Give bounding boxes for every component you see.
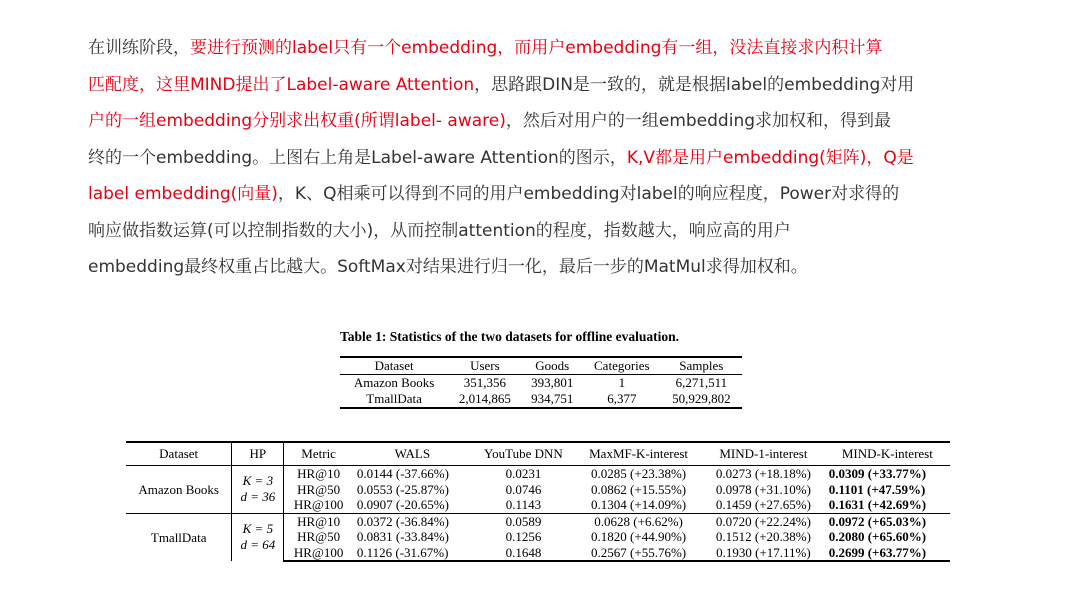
- metric-cell: HR@10: [297, 466, 341, 481]
- table1-caption: Table 1: Statistics of the two datasets for offline evaluation.: [340, 329, 679, 344]
- metric-cell: HR@10: [284, 513, 353, 529]
- youtube-dnn-cell: 0.0231: [505, 466, 542, 481]
- table1-header-cell: Samples: [661, 357, 742, 375]
- wals-cell: 0.0907 (-20.65%): [356, 497, 449, 512]
- table1-cell: 934,751: [522, 391, 583, 408]
- table2-header-cell: Metric: [284, 442, 353, 466]
- table-row: [340, 375, 742, 392]
- table1-header-cell: Dataset: [340, 357, 448, 375]
- youtube-dnn-cell: 0.0589: [472, 513, 575, 529]
- paragraph-text: [88, 30, 1008, 286]
- hp-cell: [232, 466, 284, 514]
- wals-cell: 0.0144 (-37.66%): [356, 466, 449, 481]
- mind-1-cell: 0.0273 (+18.18%): [715, 466, 811, 481]
- hp-k: K = 5: [242, 521, 274, 537]
- table2-header-cell: MaxMF-K-interest: [575, 442, 702, 466]
- table1-cell: Amazon Books: [340, 375, 448, 392]
- table1-cell: TmallData: [340, 391, 448, 408]
- hp-d: d = 36: [240, 489, 276, 505]
- table1-cell: 351,356: [448, 375, 521, 392]
- highlighted-text: label embedding(向量): [88, 184, 278, 204]
- highlighted-text: K,V都是用户embedding(矩阵)，Q是: [626, 147, 914, 168]
- hp-cell: [232, 513, 284, 561]
- metric-cell: HR@50: [297, 481, 341, 497]
- table1-cell: 6,377: [583, 391, 661, 408]
- table1-header-cell: Categories: [583, 357, 661, 375]
- paragraph-line: [88, 140, 1008, 177]
- maxmf-cell: 0.1304 (+14.09%): [591, 497, 687, 512]
- mind-1-cell: 0.1512 (+20.38%): [715, 529, 811, 544]
- table1-cell: 1: [583, 375, 661, 392]
- table1-cell: 50,929,802: [661, 391, 742, 408]
- paragraph-line: [88, 249, 1008, 286]
- table-row: [340, 391, 742, 408]
- body-text: 在训练阶段，: [88, 38, 190, 58]
- mind-1-cell: 0.1459 (+27.65%): [715, 497, 811, 512]
- paragraph-line: [88, 213, 1008, 250]
- table-row: [126, 466, 950, 482]
- mind-1-cell: 0.1930 (+17.11%): [702, 545, 825, 562]
- mind-k-cell: 0.2080 (+65.60%): [828, 529, 927, 544]
- body-text: 终的一个embedding。上图右上角是Label-aware Attention的图示，: [88, 147, 627, 168]
- wals-cell: 0.0372 (-36.84%): [353, 513, 472, 529]
- table2-header-cell: MIND-K-interest: [825, 442, 950, 466]
- table1-header-cell: Goods: [522, 357, 583, 375]
- paragraph-line: [88, 103, 1008, 140]
- mind-k-cell: 0.1631 (+42.69%): [828, 497, 927, 512]
- table2-header-cell: HP: [232, 442, 284, 466]
- hp-k: K = 3: [242, 473, 274, 489]
- table2-header-cell: YouTube DNN: [472, 442, 575, 466]
- mind-1-cell: 0.0720 (+22.24%): [702, 513, 825, 529]
- table1-cell: 393,801: [522, 375, 583, 392]
- table1-cell: 6,271,511: [661, 375, 742, 392]
- dataset-statistics-table: [340, 356, 742, 409]
- highlighted-text: 户的一组embedding分别求出权重(所谓label- aware): [88, 111, 506, 131]
- body-text: ，K、Q相乘可以得到不同的用户embedding对label的响应程度，Power对求得的: [277, 184, 900, 204]
- highlighted-text: 匹配度，这里MIND提出了Label-aware Attention: [88, 74, 475, 95]
- table1-header-row: [340, 357, 742, 375]
- youtube-dnn-cell: 0.0746: [505, 481, 542, 497]
- table-row: [126, 513, 950, 529]
- paragraph-line: [88, 30, 1008, 67]
- hp-d: d = 64: [240, 537, 276, 553]
- body-text: 响应做指数运算(可以控制指数的大小)，从而控制attention的程度，指数越大，响应高的用户: [88, 220, 791, 241]
- mind-k-cell: 0.1101 (+47.59%): [828, 481, 926, 497]
- dataset-cell: Amazon Books: [126, 466, 232, 514]
- body-text: embedding最终权重占比越大。SoftMax对结果进行归一化，最后一步的MatMul求得加权和。: [88, 257, 808, 277]
- mind-1-cell: 0.0978 (+31.10%): [715, 481, 811, 497]
- results-table: [126, 441, 950, 562]
- mind-k-cell: 0.2699 (+63.77%): [825, 545, 950, 562]
- maxmf-cell: 0.2567 (+55.76%): [575, 545, 702, 562]
- wals-cell: 0.0553 (-25.87%): [356, 481, 449, 497]
- table2-header-cell: Dataset: [126, 442, 232, 466]
- table2-header-cell: WALS: [353, 442, 472, 466]
- wals-cell: 0.1126 (-31.67%): [353, 545, 472, 562]
- maxmf-cell: 0.0862 (+15.55%): [591, 481, 687, 497]
- body-text: ，然后对用户的一组embedding求加权和，得到最: [505, 111, 892, 131]
- table1-cell: 2,014,865: [448, 391, 521, 408]
- paragraph-line: [88, 67, 1008, 104]
- youtube-dnn-cell: 0.1256: [505, 529, 542, 544]
- youtube-dnn-cell: 0.1143: [505, 497, 542, 512]
- metric-cell: HR@100: [293, 497, 344, 512]
- maxmf-cell: 0.1820 (+44.90%): [591, 529, 687, 544]
- mind-k-cell: 0.0309 (+33.77%): [828, 466, 927, 481]
- maxmf-cell: 0.0628 (+6.62%): [575, 513, 702, 529]
- dataset-cell: TmallData: [126, 513, 232, 561]
- metric-cell: HR@100: [284, 545, 353, 562]
- metric-cell: HR@50: [297, 529, 341, 544]
- table1-header-cell: Users: [448, 357, 521, 375]
- maxmf-cell: 0.0285 (+23.38%): [591, 466, 687, 481]
- body-text: ，思路跟DIN是一致的，就是根据label的embedding对用: [474, 74, 915, 95]
- wals-cell: 0.0831 (-33.84%): [356, 529, 449, 544]
- youtube-dnn-cell: 0.1648: [472, 545, 575, 562]
- table2-header-cell: MIND-1-interest: [702, 442, 825, 466]
- table2-header-row: [126, 442, 950, 466]
- mind-k-cell: 0.0972 (+65.03%): [825, 513, 950, 529]
- highlighted-text: 要进行预测的label只有一个embedding，而用户embedding有一组，没法直接求内积计算: [190, 38, 883, 58]
- paragraph-line: [88, 176, 1008, 213]
